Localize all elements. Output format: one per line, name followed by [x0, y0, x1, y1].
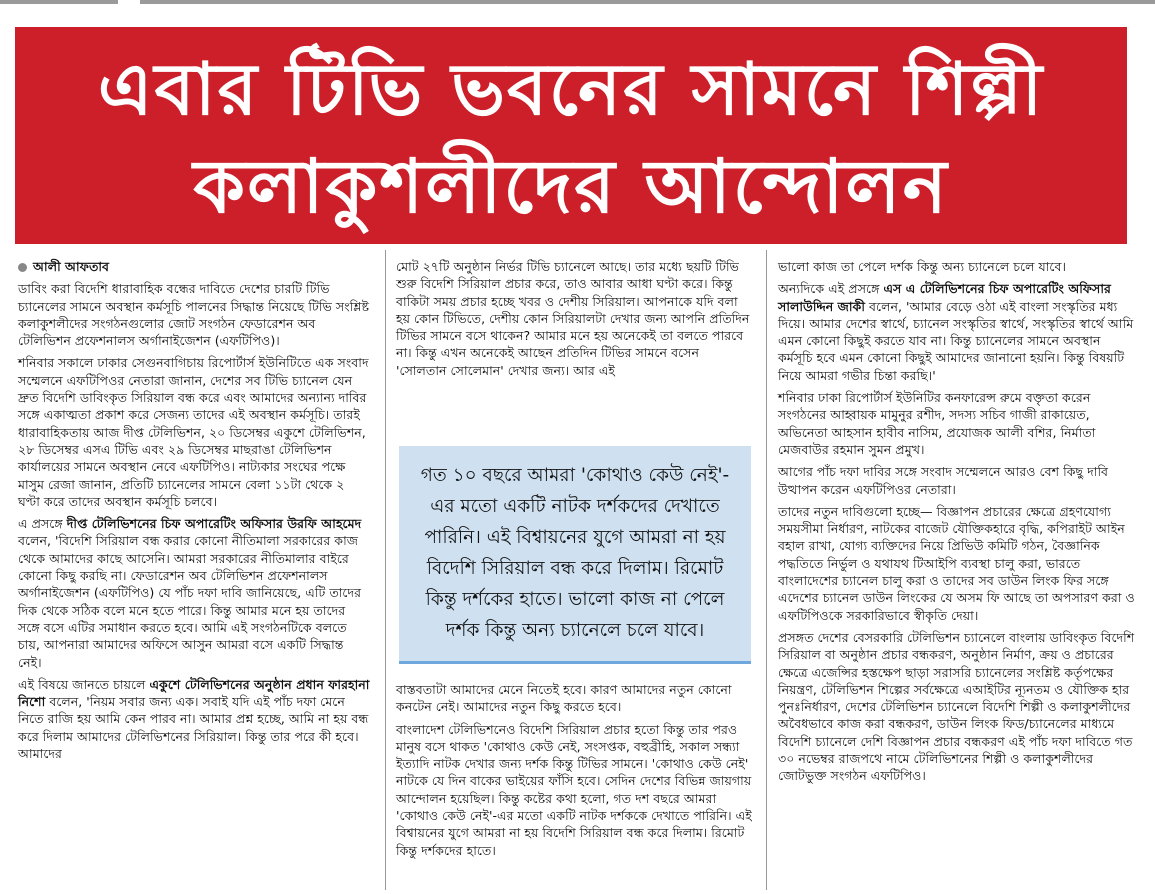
pull-quote-text: গত ১০ বছরে আমরা 'কোথাও কেউ নেই'-এর মতো একটি নাটক দর্শকদের দেখাতে পারিনি। এই বিশ্বায়নের যুগে আমরা না হয় বিদেশি সিরিয়াল বন্ধ করে দিলাম। রিমোট কিন্তু দর্শকের হাতে। ভালো কাজ না পেলে দর্শক কিন্তু অন্য চ্যানেলে চলে যাবে। [420, 465, 730, 641]
paragraph [778, 280, 1138, 384]
paragraph-body: বলেন, 'আমার বেড়ে ওঠা এই বাংলা সংস্কৃতির মধ্য দিয়ে। আমার দেশের স্বার্থে, চ্যানেল সংস্কৃতির স্বার্থে, সংস্কৃতির স্বার্থে আমি এমন কোনো কিছুই করতে যাব না। কিন্তু চ্যানেলের সামনে অবস্থান কর্মসূচি হবে এমন কোনো কিছুই আমাদের জানানো হয়নি। কিন্তু বিষয়টি নিয়ে আমরা গভীর চিন্তা করছি।' [778, 298, 1134, 383]
speaker-name: এস এ টেলিভিশনের চিফ অপারেটিং অফিসার সালাউদ্দিন জাকী [778, 281, 1111, 314]
paragraph: ডাবিং করা বিদেশি ধারাবাহিক বন্ধের দাবিতে দেশের চারটি টিভি চ্যানেলের সামনে অবস্থান কর্মসূচি পালনের সিদ্ধান্ত নিয়েছে টিভি সংশ্লিষ্ট কলাকুশলীদের সংগঠনগুলোর জোট সংগঠন ফেডারেশন অব টেলিভিশন প্রফেশনালস অর্গানাইজেশন (এফটিপিও)। [18, 281, 369, 349]
bullet-dot-icon [18, 263, 27, 272]
speaker-name: দীপ্ত টেলিভিশনের চিফ অপারেটিং অফিসার উরফি আহমেদ [66, 516, 362, 532]
paragraph [18, 676, 370, 762]
paragraph: ভালো কাজ তা পেলে দর্শক কিন্তু অন্য চ্যানেলে চলে যাবে। [778, 259, 1066, 274]
paragraph-lead: এ প্রসঙ্গে [18, 516, 63, 532]
headline-line-2: কলাকুশলীদের আন্দোলন [193, 144, 949, 230]
top-rule-right [140, 0, 1155, 4]
headline-line-1: এবার টিভি ভবনের সামনে শিল্পী [97, 47, 1045, 131]
pull-quote [399, 446, 751, 664]
article-column-2-bottom [396, 681, 752, 894]
paragraph-body: বলেন, 'বিদেশি সিরিয়াল বন্ধ করার কোনো নীতিমালা সরকারের কাজ থেকে আমাদের কাছে আসেনি। আমরা সরকারের নীতিমালার বাইরে কোনো কিছু করছি না। ফেডারেশন অব টেলিভিশন প্রফেশনালস অর্গানাইজেশন (এফটিপিও) যে পাঁচ দফা দাবি জানিয়েছে, এটি তাদের দিক থেকে সঠিক বলে মনে হতে পারে। কিন্তু আমার মনে হয় তাদের সঙ্গে বসে এটির সমাধান করতে হবে। আমি এই সংগঠনটিকে বলতে চায়, আপনারা আমাদের অফিসে আসুন আমরা বসে একটি সিদ্ধান্ত নেই। [18, 533, 362, 670]
article-column-1 [18, 258, 370, 894]
column-divider [766, 250, 767, 890]
paragraph: তাদের নতুন দাবিগুলো হচ্ছে— বিজ্ঞাপন প্রচারের ক্ষেত্রে গ্রহণযোগ্য সময়সীমা নির্ধারণ, নাটকের বাজেট যৌক্তিকহারে বৃদ্ধি, কপিরাইট আইন বহাল রাখা, যোগ্য ব্যক্তিদের নিয়ে প্রিভিউ কমিটি গঠন, বৈজ্ঞানিক পদ্ধতিতে নির্ভুল ও যথাযথ টিআইপি ব্যবস্থা চালু করা, ভারতে বাংলাদেশের চ্যানেল চালু করা ও তাদের সব ডাউন লিংক ফির সঙ্গে এদেশের চ্যানেল ডাউন লিংকের যে অসম ফি আছে তা অপসারণ করা ও এফটিপিওকে সরকারিভাবে স্বীকৃতি দেয়া। [778, 503, 1135, 623]
article-column-2-top [396, 258, 752, 378]
paragraph-lead: এই বিষয়ে জানতে চায়লে [18, 676, 146, 692]
speaker-name: একুশে টেলিভিশনের অনুষ্ঠান প্রধান ফারহানা নিশো [18, 676, 370, 710]
paragraph: আগের পাঁচ দফা দাবির সঙ্গে সংবাদ সম্মেলনে আরও বেশ কিছু দাবি উত্থাপন করেন এফটিপিওর নেতারা। [778, 464, 1109, 497]
headline-banner [15, 27, 1127, 244]
paragraph-lead: অন্যদিকে এই প্রসঙ্গে [778, 281, 880, 297]
paragraph: শনিবার সকালে ঢাকার সেগুনবাগিচায় রিপোর্টার্স ইউনিটিতে এক সংবাদ সম্মেলনে এফটিপিওর নেতারা জানান, দেশের সব টিভি চ্যানেল যেন দ্রুত বিদেশি ডাবিংকৃত সিরিয়াল বন্ধ করে এবং আমাদের অন্যান্য দাবির সঙ্গে একাত্মতা প্রকাশ করে সেজন্য তাদের এই অবস্থান কর্মসূচি। তারই ধারাবাহিকতায় আজ দীপ্ত টেলিভিশন, ২০ ডিসেম্বর একুশে টেলিভিশন, ২৮ ডিসেম্বর এসএ টিভি এবং ২৯ ডিসেম্বর মাছরাঙা টেলিভিশন কার্যালয়ের সামনে অবস্থান নেবে এফটিপিও। নাট্যকার সংঘের পক্ষে মাসুম রেজা জানান, প্রতিটি চ্যানেলের সামনে বেলা ১১টা থেকে ২ ঘণ্টা করে তাদের অবস্থান কর্মসূচি চলবে। [18, 355, 369, 509]
paragraph: বাস্তবতাটা আমাদের মেনে নিতেই হবে। কারণ আমাদের নতুন কোনো কনটেন নেই। আমাদের নতুন কিছু করতে হবে। [396, 682, 732, 715]
column-divider [385, 250, 386, 890]
paragraph-body: বলেন, 'নিয়ম সবার জন্য এক। সবাই যদি এই পাঁচ দফা মেনে নিতে রাজি হয় আমি কেন পারব না। আমার প্রশ্ন হচ্ছে, আমি না হয় বন্ধ করে দিলাম আমাদের টেলিভিশনের সিরিয়াল। কিন্তু তার পরে কী হবে। আমাদের [18, 694, 369, 762]
article-column-3 [778, 258, 1138, 894]
paragraph: মোট ২৭টি অনুষ্ঠান নির্ভর টিভি চ্যানেলে আছে। তার মধ্যে ছয়টি টিভি শুরু বিদেশি সিরিয়াল প্রচার করে, তাও আবার আধা ঘণ্টা করে। কিন্তু বাকিটা সময় প্রচার হচ্ছে খবর ও দেশীয় সিরিয়াল। আপনাকে যদি বলা হয় কোন টিভিতে, দেশীয় কোন সিরিয়ালটা দেখার জন্য আপনি প্রতিদিন টিভির সামনে বসে থাকেন? আমার মনে হয় অনেকেই তা বলতে পারবে না। কিন্তু এখন অনেকেই আছেন প্রতিদিন টিভির সামনে বসেন 'সোলতান সোলেমান' দেখার জন্য। আর এই [396, 259, 750, 378]
paragraph [18, 515, 370, 671]
byline [18, 258, 370, 275]
paragraph: শনিবার ঢাকা রিপোর্টার্স ইউনিটির কনফারেন্স রুমে বক্তৃতা করেন সংগঠনের আহ্বায়ক মামুনুর রশীদ, সদস্য সচিব গাজী রাকায়েত, অভিনেতা আহসান হাবীব নাসিম, প্রযোজক আলী বশির, নির্মাতা মেজবাউর রহমান সুমন প্রমুখ। [778, 390, 1096, 457]
paragraph: প্রসঙ্গত দেশের বেসরকারি টেলিভিশন চ্যানেলে বাংলায় ডাবিংকৃত বিদেশি সিরিয়াল বা অনুষ্ঠান প্রচার বন্ধকরণ, অনুষ্ঠান নির্মাণ, ক্রয় ও প্রচারের ক্ষেত্রে এজেন্সির হস্তক্ষেপ ছাড়া সরাসরি চ্যানেলের সংশ্লিষ্ট কর্তৃপক্ষের নিয়ন্ত্রণ, টেলিভিশন শিল্পের সর্বক্ষেত্রে এআইটির ন্যূনতম ও যৌক্তিক হার পুনঃনির্ধারণ, দেশের টেলিভিশন চ্যানেলে বিদেশি শিল্পী ও কলাকুশলীদের অবৈধভাবে কাজ করা বন্ধকরণ, ডাউন লিংক ফিড/চ্যানেলের মাধ্যমে বিদেশি চ্যানেলে দেশি বিজ্ঞাপন প্রচার বন্ধকরণ এই পাঁচ দফা দাবিতে গত ৩০ নভেম্বর রাজপথে নামে টেলিভিশনের শিল্পী ও কলাকুশলীদের জোটভুক্ত সংগঠন এফটিপিও। [778, 629, 1135, 784]
paragraph: বাংলাদেশ টেলিভিশনেও বিদেশি সিরিয়াল প্রচার হতো কিন্তু তার পরও মানুষ বসে থাকত 'কোথাও কেউ নেই, সংসপ্তক, বহুব্রীহি, সকাল সন্ধ্যা ইত্যাদি নাটক দেখার জন্য দর্শক কিন্তু টিভির সামনে। 'কোথাও কেউ নেই' নাটকে যে দিন বাকের ভাইয়ের ফাঁসি হবে। সেদিন দেশের বিভিন্ন জায়গায় আন্দোলন হয়েছিল। কিন্তু কষ্টের কথা হলো, গত দশ বছরে আমরা 'কোথাও কেউ নেই'-এর মতো একটি নাটক দর্শককে দেখাতে পারিনি। এই বিশ্বায়নের যুগে আমরা না হয় বিদেশি সিরিয়াল বন্ধ করে দিলাম। রিমোট কিন্তু দর্শকদের হাতে। [396, 721, 752, 858]
top-rule-left [0, 0, 118, 4]
author-name: আলী আফতাব [33, 259, 110, 274]
